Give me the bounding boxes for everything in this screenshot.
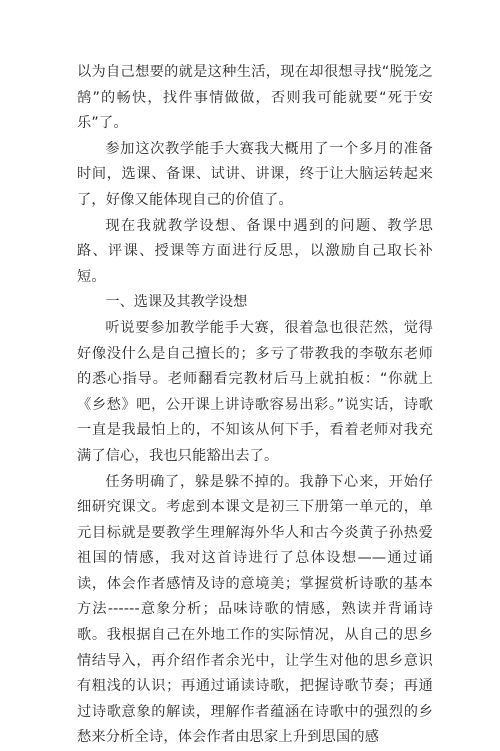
section-heading: 一、选课及其教学设想: [77, 290, 433, 316]
paragraph-lesson-choice: 听说要参加教学能手大赛，很着急也很茫然，觉得好像没什么是自己擅长的；多亏了带教我的李敬东老师的悉心指导。老师翻看完教材后马上就拍板：“你就上《乡愁》吧，公开课上讲诗歌容易出彩。”说实话，诗歌一直是我最怕上的，不知该从何下手，看着老师对我充满了信心，我也只能豁出去了。: [77, 316, 433, 470]
paragraph-reflection-overview: 现在我就教学设想、备课中遇到的问题、教学思路、评课、授课等方面进行反思，以激励自己取长补短。: [77, 214, 433, 291]
document-body: [77, 60, 433, 751]
paragraph-intro-continued: 以为自己想要的就是这种生活，现在却很想寻找“脱笼之鹄”的畅快，找件事情做做，否则我可能就要“死于安乐”了。: [77, 60, 433, 137]
paragraph-preparation: 参加这次教学能手大赛我大概用了一个多月的准备时间，选课、备课、试讲、讲课，终于让大脑运转起来了，好像又能体现自己的价值了。: [77, 137, 433, 214]
paragraph-lesson-design: 任务明确了，躲是躲不掉的。我静下心来，开始仔细研究课文。考虑到本课文是初三下册第一单元的，单元目标就是要教学生理解海外华人和古今炎黄子孙热爱祖国的情感，我对这首诗进行了总体设想——通过诵读，体会作者感情及诗的意境美；掌握赏析诗歌的基本方法------意象分析；品味诗歌的情感，熟读并背诵诗歌。我根据自己在外地工作的实际情况，从自己的思乡情结导入，再介绍作者余光中，让学生对他的思乡意识有粗浅的认识；再通过诵读诗歌，把握诗歌节奏；再通过诗歌意象的解读，理解作者蕴涵在诗歌中的强烈的乡愁来分析全诗，体会作者由思家上升到思国的感: [77, 470, 433, 751]
